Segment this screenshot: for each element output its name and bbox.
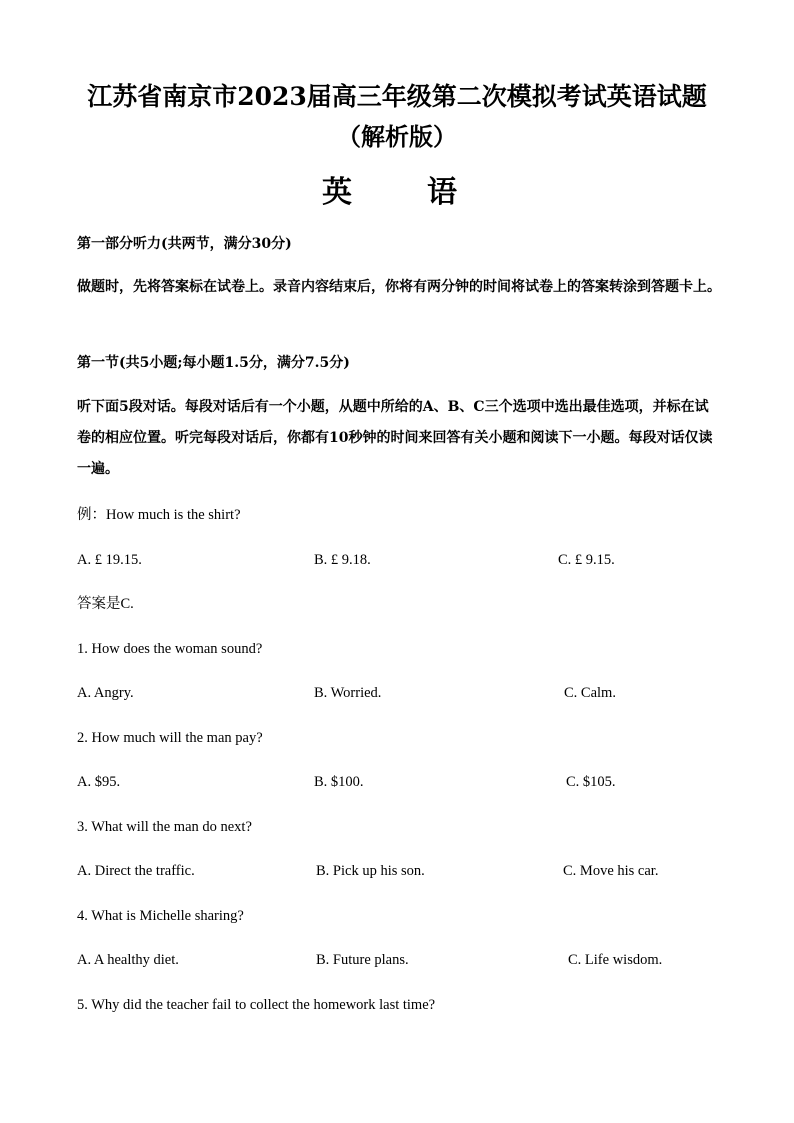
exam-title: 江苏省南京市2023届高三年级第二次模拟考试英语试题 bbox=[87, 82, 707, 111]
subject-heading bbox=[322, 175, 457, 211]
question-1-option-b: B. Worried. bbox=[314, 685, 382, 701]
example-option-a: A. £ 19.15. bbox=[77, 552, 142, 568]
question-2-option-b: B. $100. bbox=[314, 774, 364, 790]
question-1-option-a: A. Angry. bbox=[77, 685, 134, 701]
section1-instruction: 听下面5段对话。每段对话后有一个小题，从题中所给的A、B、C三个选项中选出最佳选项，并标在试卷的相应位置。听完每段对话后，你都有10秒钟的时间来回答有关小题和阅读下一小题。每段对话仅读一遍。 bbox=[77, 399, 713, 477]
example-option-b: B. £ 9.18. bbox=[314, 552, 371, 568]
example-option-c: C. £ 9.15. bbox=[558, 552, 615, 568]
question-4-option-a: A. A healthy diet. bbox=[77, 952, 179, 968]
question-5-stem: 5. Why did the teacher fail to collect the homework last time? bbox=[77, 997, 436, 1013]
example-question: 例：How much is the shirt? bbox=[77, 507, 241, 523]
question-2-stem: 2. How much will the man pay? bbox=[77, 730, 263, 746]
section1-heading: 第一节(共5小题;每小题1.5分，满分7.5分) bbox=[77, 355, 350, 371]
part1-heading: 第一部分听力(共两节，满分30分) bbox=[77, 236, 292, 252]
question-3-option-b: B. Pick up his son. bbox=[316, 863, 425, 879]
question-3-option-c: C. Move his car. bbox=[563, 863, 659, 879]
question-4-option-b: B. Future plans. bbox=[316, 952, 409, 968]
question-3-stem: 3. What will the man do next? bbox=[77, 819, 252, 835]
question-4-stem: 4. What is Michelle sharing? bbox=[77, 908, 244, 924]
question-2-option-a: A. $95. bbox=[77, 774, 121, 790]
part1-instruction: 做题时，先将答案标在试卷上。录音内容结束后，你将有两分钟的时间将试卷上的答案转涂到答题卡上。 bbox=[77, 279, 721, 295]
question-4-option-c: C. Life wisdom. bbox=[568, 952, 663, 968]
question-3-option-a: A. Direct the traffic. bbox=[77, 863, 195, 879]
exam-subtitle: （解析版） bbox=[337, 122, 457, 151]
subject-char-1: 英 bbox=[322, 175, 352, 210]
subject-char-2: 语 bbox=[427, 175, 457, 210]
question-1-stem: 1. How does the woman sound? bbox=[77, 641, 263, 657]
question-2-option-c: C. $105. bbox=[566, 774, 616, 790]
question-1-option-c: C. Calm. bbox=[564, 685, 616, 701]
example-answer: 答案是C. bbox=[77, 596, 134, 612]
